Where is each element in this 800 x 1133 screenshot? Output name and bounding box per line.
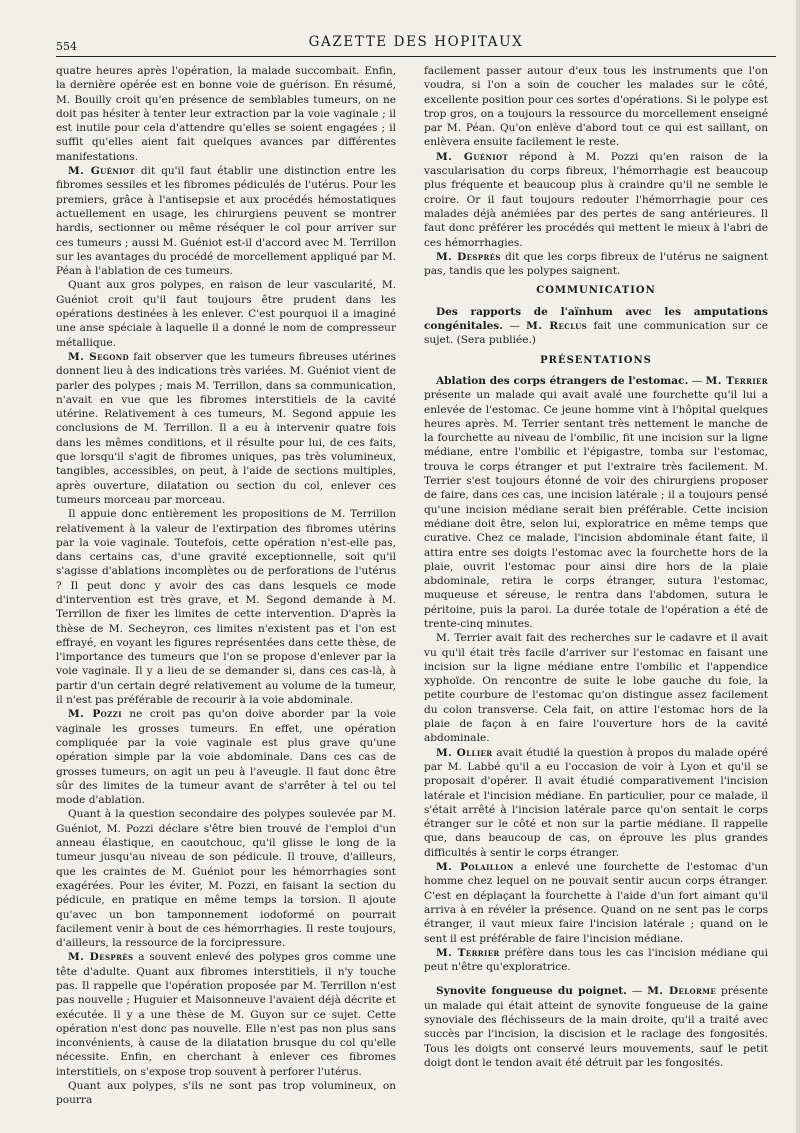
left-column: [56, 64, 396, 1108]
section-heading-communication: COMMUNICATION: [536, 285, 656, 297]
paragraph: Ablation des corps étrangers de l'estomac. — M. Terrier présente un malade qui avait avalé une fourchette qu'il lui a enlevée de l'estomac. Ce jeune homme vint à l'hôpital quelques heures après. M. Terrier sentant très nettement le manche de la fourchette au niveau de l'ombilic, fit une incision sur la ligne médiane, entre l'ombilic et l'épigastre, tomba sur l'estomac, trouva le corps étranger et put l'extraire très facilement. M. Terrier s'est toujours étonné de voir des chirurgiens proposer de faire, dans ces cas, une incision latérale ; il a toujours pensé qu'une incision médiane serait bien préférable. Cette incision médiane doit être, selon lui, exploratrice en même temps que curative. Chez ce malade, l'incision abdominale étant faite, il attira entre ses doigts l'estomac avec la fourchette hors de la plaie, ouvrit l'estomac pour ainsi dire hors de la plaie abdominale, retira le corps étranger, sutura l'estomac, muqueuse et séreuse, le rentra dans l'abdomen, sutura le péritoine, puis la paroi. La durée totale de l'opération a été de trente-cinq minutes.: [424, 374, 768, 630]
paragraph: Quant à la question secondaire des polypes soulevée par M. Guéniot, M. Pozzi déclare s'être bien trouvé de l'emploi d'un anneau élastique, en caoutchouc, qu'il glisse le long de la tumeur jusqu'au niveau de son pédicule. Il trouve, d'ailleurs, que les craintes de M. Guéniot pour les hémorrhagies sont exagérées. Pour les éviter, M. Pozzi, en faisant la section du pédicule, en pratique en même temps la torsion. Il ajoute qu'avec un bon tamponnement iodoformé on pourrait facilement venir à bout de ces hémorrhagies. Il reste toujours, d'ailleurs, la ressource de la forcipressure.: [56, 808, 396, 950]
paragraph-text: fait observer que les tumeurs fibreuses utérines donnent lieu à des indications très variées. M. Guéniot vient de parler des polypes ; mais M. Terrillon, dans sa communication, n'avait en vue que les fibromes interstitiels de la cavité utérine. Relativement à ces tumeurs, M. Segond appuie les conclusions de M. Terrillon. Il a eu à intervenir quatre fois dans les mêmes conditions, et il résulte pour lui, de ces faits, que lorsqu'il s'agit de fibromes uniques, pas très volumineux, tangibles, accessibles, on peut, à l'aide de sections multiples, après ouverture, dilatation ou section du col, enlever ces tumeurs morceau par morceau.: [56, 350, 396, 506]
paragraph: [424, 250, 768, 279]
right-column: [424, 64, 768, 1070]
paragraph-text: présente un malade qui était atteint de synovite fongueuse de la gaine synoviale des fléchisseurs de la main droite, qu'il a traité avec succès par l'incision, la discision et le raclage des fongosités. Tous les doigts ont conservé leurs mouvements, sauf le petit doigt dont le tendon avait été détruit par les fongosités.: [424, 985, 769, 1069]
paragraph: Il appuie donc entièrement les propositions de M. Terrillon relativement à la valeur de l'extirpation des fibromes utérins par la voie vaginale. Toutefois, cette opération n'est-elle pas, dans certains cas, d'une gravité exceptionnelle, soit qu'il s'agisse d'ablations incomplètes ou de perforations de l'utérus ? Il peut donc y avoir des cas dans lesquels ce mode d'intervention est très grave, et M. Segond demande à M. Terrillon de fixer les limites de cette intervention. D'après la thèse de M. Secheyron, ces limites n'existent pas et l'on est effrayé, en voyant les figures représentées dans cette thèse, de l'importance des tumeurs que l'on se propose d'enlever par la voie vaginale. Il y a lieu de se demander si, dans ces cas-là, à partir d'un certain degré relativement au volume de la tumeur, il n'est pas préférable de recourir à la voie abdominale.: [56, 508, 396, 707]
paragraph: [56, 950, 396, 1079]
paragraph: facilement passer autour d'eux tous les instruments que l'on voudra, si l'on a soin de coucher les malades sur le côté, excellente position pour ces sortes d'opérations. Si le polype est trop gros, on a toujours la ressource du morcellement enseigné par M. Péan. Qu'on enlève d'abord tout ce qui est saillant, on enlèvera ensuite facilement le reste.: [424, 65, 768, 149]
paragraph-text: avait étudié la question à propos du malade opéré par M. Labbé qu'il a eu l'occasion de voir à Lyon et qu'il se proposait d'opérer. Il avait étudié comparativement l'incision latérale et l'incision médiane. En particulier, pour ce malade, il s'était arrêté à l'incision latérale parce qu'on sentait le corps étranger sur le côté et non sur la partie médiane. Il rappelle que, dans beaucoup de cas, on éprouve les plus grandes difficultés à sentir le corps étranger.: [424, 746, 768, 859]
speaker-name: M. Guéniot: [436, 150, 509, 163]
article-title: Des rapports de l'aïnhum avec les amputations congénitales.: [424, 305, 768, 333]
speaker-name: M. Guéniot: [68, 165, 135, 178]
speaker-name: M. Desprès: [68, 951, 134, 964]
paragraph-text: ne croit pas qu'on doive aborder par la voie vaginale les grosses tumeurs. En effet, une opération compliquée par la voie vaginale est plus grave qu'une opération simple par la voie abdominale. Dans ces cas de grosses tumeurs, on agit un peu à l'aveugle. Il faut donc être sûr des limites de la tumeur avant de s'arrêter à tel ou tel mode d'ablation.: [56, 708, 396, 807]
paragraph: [424, 860, 768, 946]
paragraph: Quant aux gros polypes, en raison de leur vascularité, M. Guéniot croit qu'il faut toujours être prudent dans les opérations destinées à les enlever. C'est pourquoi il a imaginé une anse spéciale à laquelle il a donné le nom de compresseur métallique.: [56, 279, 396, 349]
speaker-name: M. Reclus: [526, 320, 588, 333]
page-edge: [796, 0, 800, 1133]
page-number: 554: [56, 40, 77, 53]
paragraph-text: répond à M. Pozzi qu'en raison de la vascularisation du corps fibreux, l'hémorrhagie est beaucoup plus fréquente et beaucoup plus à craindre qu'il ne semble le croire. Or il faut toujours redouter l'hémorrhagie pour ces malades déjà anémiées par des pertes de sang antérieures. Il faut donc préférer les procédés qui mettent le mieux à l'abri de ces hémorrhagies.: [424, 150, 768, 249]
paragraph: [424, 150, 768, 250]
paragraph: [424, 746, 768, 860]
paragraph-text: a souvent enlevé des polypes gros comme une tête d'adulte. Quant aux fibromes interstitiels, il n'y touche pas. Il rappelle que l'opération proposée par M. Terrillon n'est pas nouvelle ; Huguier et Maisonneuve l'avaient déjà décrite et exécutée. Il y a une thèse de M. Guyon sur ce sujet. Cette opération n'est donc pas nouvelle. Elle n'est pas non plus sans inconvénients, à cause de la dilatation brusque du col qu'elle nécessite. Enfin, en cherchant à enlever ces fibromes interstitiels, on s'expose trop souvent à perforer l'utérus.: [56, 951, 396, 1078]
speaker-name: M. Delorme: [647, 985, 717, 998]
paragraph: quatre heures après l'opération, la malade succombait. Enfin, la dernière opérée est en bonne voie de guérison. En résumé, M. Bouilly croit qu'en présence de semblables tumeurs, on ne doit pas hésiter à tenter leur extraction par la voie vaginale ; il est inutile pour cela d'attendre qu'elles se soient engagées ; il suffit qu'elles aient fait quelques avances par différentes manifestations.: [56, 65, 396, 163]
speaker-name: M. Terrier: [705, 374, 768, 387]
paragraph-text: fait une communication sur ce sujet. (Sera publiée.): [424, 320, 768, 347]
paragraph-text: dit qu'il faut établir une distinction entre les fibromes sessiles et les fibromes pédiculés de l'utérus. Pour les premiers, grâce à l'antisepsie et aux procédés hémostatiques actuellement en usage, les chirurgiens peuvent se montrer hardis, sectionner ou même réséquer le col pour arriver sur ces tumeurs ; aussi M. Guéniot est-il d'accord avec M. Terrillon sur les avantages du procédé de morcellement appliqué par M. Péan à l'ablation de ces tumeurs.: [56, 165, 396, 278]
paragraph: [56, 350, 396, 507]
section-heading-presentations: PRÉSENTATIONS: [540, 354, 652, 366]
page-header: [56, 30, 776, 57]
paragraph: Quant aux polypes, s'ils ne sont pas trop volumineux, on pourra: [56, 1080, 396, 1107]
paragraph-text: présente un malade qui avait avalé une fourchette qu'il lui a enlevée de l'estomac. Ce jeune homme vint à l'hôpital quelques heures après. M. Terrier sentant très nettement le manche de la fourchette au niveau de l'ombilic, fit une incision sur la ligne médiane, entre l'ombilic et l'épigastre, tomba sur l'estomac, trouva le corps étranger et put l'extraire très facilement. M. Terrier s'est toujours étonné de voir des chirurgiens proposer de faire, dans ces cas, une incision latérale ; il a toujours pensé qu'une incision médiane serait bien préférable. Cette incision médiane doit être, selon lui, exploratrice en même temps que curative. Chez ce malade, l'incision abdominale étant faite, il attira entre ses doigts l'estomac avec la fourchette hors de la plaie, ouvrit l'estomac pour ainsi dire hors de la plaie abdominale, retira le corps étranger, sutura l'estomac, muqueuse et séreuse, le rentra dans l'abdomen, sutura le péritoine, puis la paroi. La durée totale de l'opération a été de trente-cinq minutes.: [424, 389, 768, 630]
paragraph-text: dit que les corps fibreux de l'utérus ne saignent pas, tandis que les polypes saignent.: [424, 250, 768, 278]
paragraph-text: a enlevé une fourchette de l'estomac d'un homme chez lequel on ne pouvait sentir aucun corps étranger. C'est en déplaçant la fourchette à l'aide d'un fort aimant qu'il arriva à en révéler la présence. Quand on ne sent pas le corps étranger, il vaut mieux faire l'incision latérale ; quand on le sent il est préférable de faire l'incision médiane.: [424, 861, 768, 945]
paragraph: [56, 707, 396, 807]
speaker-name: M. Terrier: [436, 946, 500, 959]
speaker-name: M. Segond: [68, 350, 130, 363]
paragraph-text: préfère dans tous les cas l'incision médiane qui peut n'être qu'exploratrice.: [424, 946, 768, 974]
article-title: Synovite fongueuse du poignet.: [436, 985, 627, 998]
paragraph: M. Terrier avait fait des recherches sur le cadavre et il avait vu qu'il était très facile d'arriver sur l'estomac en faisant une incision sur la ligne médiane entre l'ombilic et l'appendice xyphoïde. On rencontre de suite le lobe gauche du foie, la petite courbure de l'estomac qu'on distingue assez facilement du colon transverse. Cela fait, on attire l'estomac hors de la plaie de façon à en faire l'ouverture hors de la cavité abdominale.: [424, 632, 768, 745]
paragraph: Synovite fongueuse du poignet. — M. Delorme présente un malade qui était atteint de synovite fongueuse de la gaine synoviale des fléchisseurs de la main droite, qu'il a traité avec succès par l'incision, la discision et le raclage des fongosités. Tous les doigts ont conservé leurs mouvements, sauf le petit doigt dont le tendon avait été détruit par les fongosités.: [424, 985, 769, 1069]
paragraph: [424, 946, 768, 975]
spacer: [424, 974, 768, 984]
speaker-name: M. Ollier: [436, 746, 493, 759]
speaker-name: M. Pozzi: [68, 708, 122, 721]
speaker-name: M. Desprès: [436, 250, 501, 263]
running-title: GAZETTE DES HOPITAUX: [308, 34, 524, 50]
article-title: Ablation des corps étrangers de l'estomac.: [436, 374, 689, 387]
paragraph: Des rapports de l'aïnhum avec les amputations congénitales. — M. Reclus fait une communication sur ce sujet. (Sera publiée.): [424, 305, 768, 347]
speaker-name: M. Polaillon: [436, 861, 514, 874]
paragraph: [56, 164, 396, 278]
